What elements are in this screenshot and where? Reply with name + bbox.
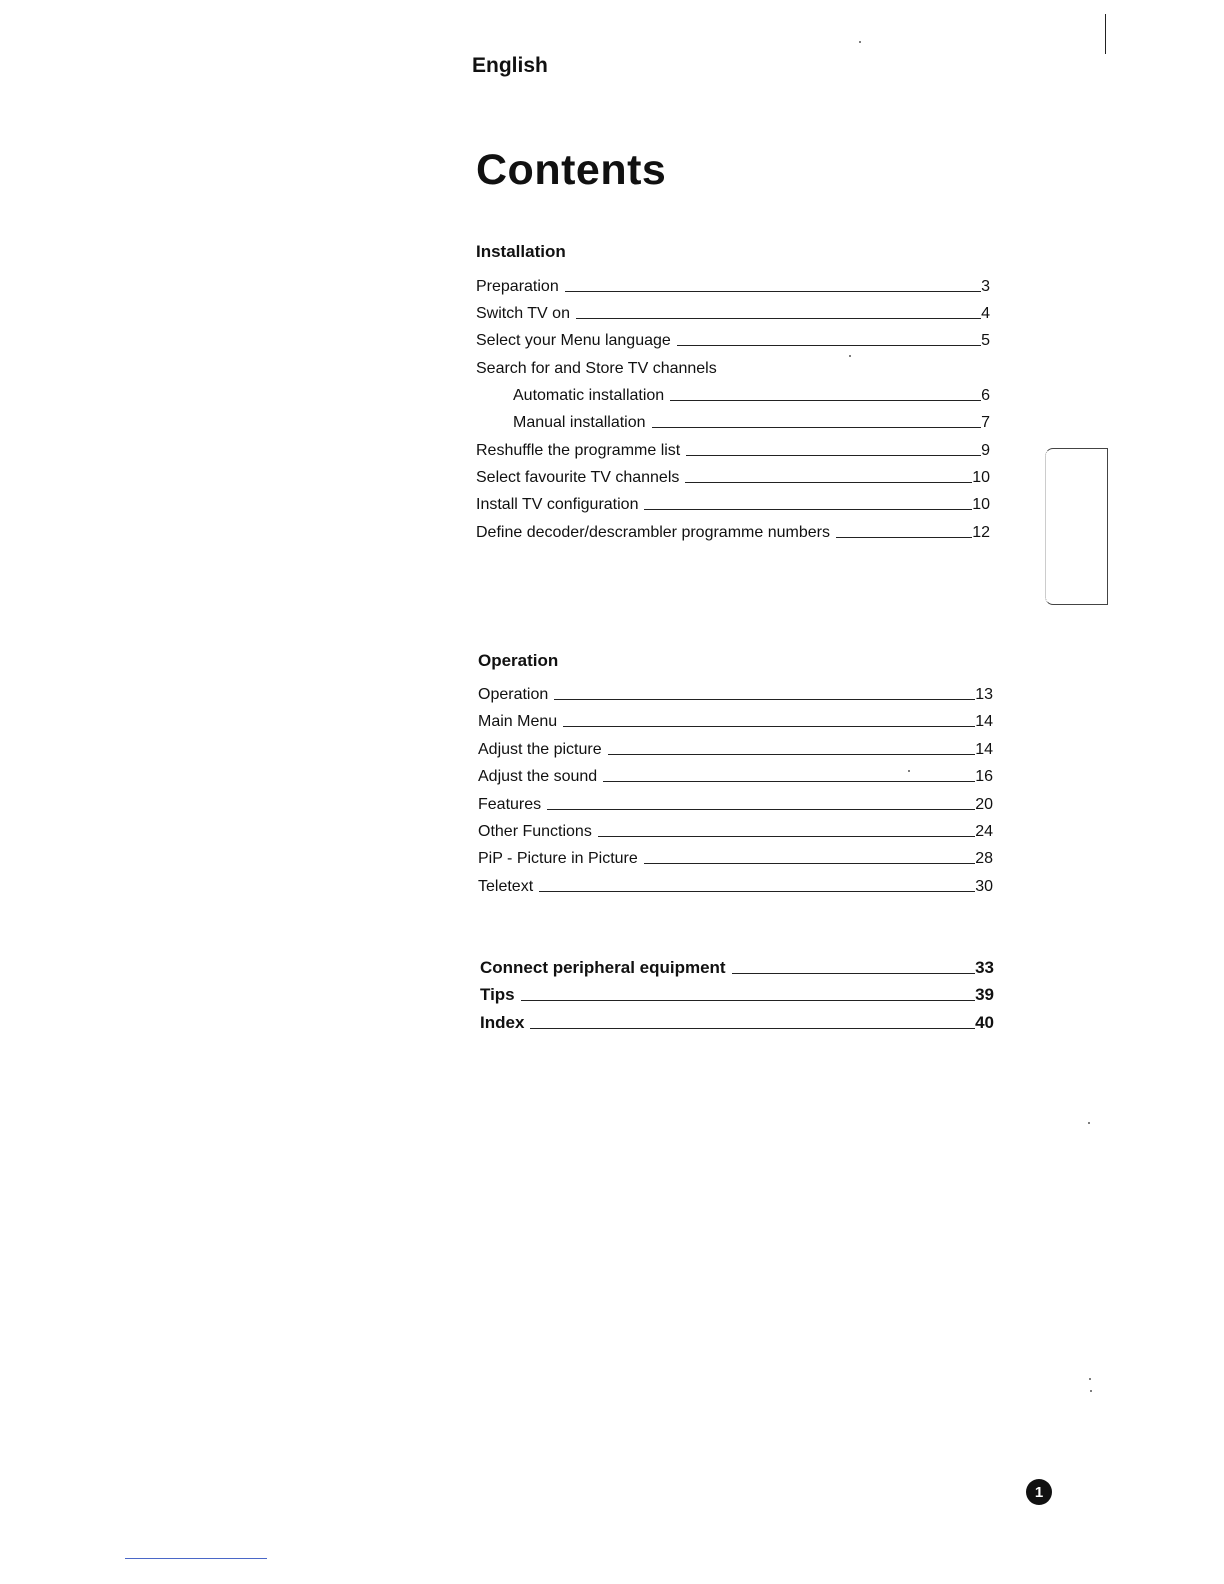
toc-item-label: Switch TV on (476, 305, 570, 322)
page-title: Contents (476, 146, 667, 194)
language-label: English (472, 54, 548, 77)
toc-item-page: 40 (975, 1013, 994, 1032)
dot-leader (554, 699, 975, 700)
toc-item-page: 4 (981, 305, 990, 322)
speck (849, 355, 851, 357)
toc-item-label: Search for and Store TV channels (476, 360, 717, 377)
toc-item-manual-installation[interactable] (513, 410, 990, 432)
speck (1088, 1122, 1090, 1124)
page-number-badge: 1 (1026, 1479, 1052, 1505)
toc-item-label: Reshuffle the programme list (476, 442, 681, 459)
toc-item-label: Index (480, 1013, 525, 1032)
dot-leader (603, 781, 975, 782)
toc-item-label: Select your Menu language (476, 332, 671, 349)
toc-item-label: Other Functions (478, 823, 592, 840)
toc-item-label: Features (478, 796, 542, 813)
dot-leader (685, 482, 972, 483)
toc-item-page: 10 (972, 496, 990, 513)
dot-leader (521, 1000, 975, 1001)
toc-item-label: Operation (478, 686, 549, 703)
toc-item-tv-configuration[interactable] (476, 492, 990, 514)
toc-item-search-store-channels[interactable] (476, 356, 990, 378)
toc-item-page: 33 (975, 958, 994, 977)
toc-item-page: 13 (975, 686, 993, 703)
toc-item-preparation[interactable] (476, 274, 990, 296)
dot-leader (670, 400, 981, 401)
toc-item-page: 24 (975, 823, 993, 840)
toc-item-decoder-numbers[interactable] (476, 520, 990, 542)
dot-leader (539, 891, 975, 892)
toc-item-adjust-sound[interactable] (478, 764, 993, 786)
toc-item-automatic-installation[interactable] (513, 383, 990, 405)
edge-line (1105, 14, 1106, 54)
section-heading-installation: Installation (476, 242, 566, 261)
toc-item-label: Select favourite TV channels (476, 469, 680, 486)
toc-item-page: 14 (975, 741, 993, 758)
dot-leader (598, 836, 975, 837)
toc-item-index[interactable] (480, 1011, 994, 1033)
toc-item-page: 6 (981, 387, 990, 404)
toc-item-label: Install TV configuration (476, 496, 639, 513)
dot-leader (677, 345, 981, 346)
toc-item-features[interactable] (478, 792, 993, 814)
dot-leader (836, 537, 972, 538)
toc-item-page: 9 (981, 442, 990, 459)
toc-item-other-functions[interactable] (478, 819, 993, 841)
toc-item-page: 28 (975, 850, 993, 867)
toc-item-adjust-picture[interactable] (478, 737, 993, 759)
dot-leader (644, 863, 975, 864)
toc-item-page: 3 (981, 278, 990, 295)
toc-item-page: 14 (975, 713, 993, 730)
toc-item-teletext[interactable] (478, 874, 993, 896)
toc-item-menu-language[interactable] (476, 328, 990, 350)
dot-leader (732, 973, 975, 974)
toc-item-page: 16 (975, 768, 993, 785)
speck (1090, 1390, 1092, 1392)
toc-item-label: PiP - Picture in Picture (478, 850, 638, 867)
section-heading-operation: Operation (478, 651, 559, 670)
toc-item-label: Teletext (478, 878, 534, 895)
toc-item-label: Adjust the picture (478, 741, 602, 758)
dot-leader (565, 291, 981, 292)
toc-item-pip[interactable] (478, 846, 993, 868)
toc-item-label: Automatic installation (513, 387, 665, 404)
toc-item-page: 7 (981, 414, 990, 431)
toc-item-connect-peripheral[interactable] (480, 956, 994, 978)
toc-item-switch-tv-on[interactable] (476, 301, 990, 323)
toc-item-page: 20 (975, 796, 993, 813)
toc-item-page: 10 (972, 469, 990, 486)
dot-leader (686, 455, 981, 456)
toc-item-tips[interactable] (480, 983, 994, 1005)
dot-leader (652, 427, 982, 428)
side-tab (1045, 448, 1108, 605)
toc-item-page: 12 (972, 524, 990, 541)
toc-item-page: 39 (975, 985, 994, 1004)
toc-item-label: Manual installation (513, 414, 646, 431)
toc-item-main-menu[interactable] (478, 709, 993, 731)
toc-item-label: Adjust the sound (478, 768, 598, 785)
bottom-rule (125, 1558, 267, 1559)
toc-item-label: Define decoder/descrambler programme numbers (476, 524, 830, 541)
toc-item-label: Main Menu (478, 713, 558, 730)
dot-leader (608, 754, 976, 755)
toc-item-label: Connect peripheral equipment (480, 958, 726, 977)
dot-leader (530, 1028, 975, 1029)
speck (859, 41, 861, 43)
dot-leader (547, 809, 975, 810)
toc-item-page: 5 (981, 332, 990, 349)
speck (1089, 1378, 1091, 1380)
toc-item-page: 30 (975, 878, 993, 895)
dot-leader (644, 509, 972, 510)
dot-leader (563, 726, 975, 727)
speck (908, 770, 910, 772)
toc-item-operation[interactable] (478, 682, 993, 704)
toc-item-favourite-channels[interactable] (476, 465, 990, 487)
toc-item-reshuffle-programme-list[interactable] (476, 438, 990, 460)
toc-item-label: Preparation (476, 278, 559, 295)
dot-leader (576, 318, 981, 319)
toc-item-label: Tips (480, 985, 515, 1004)
